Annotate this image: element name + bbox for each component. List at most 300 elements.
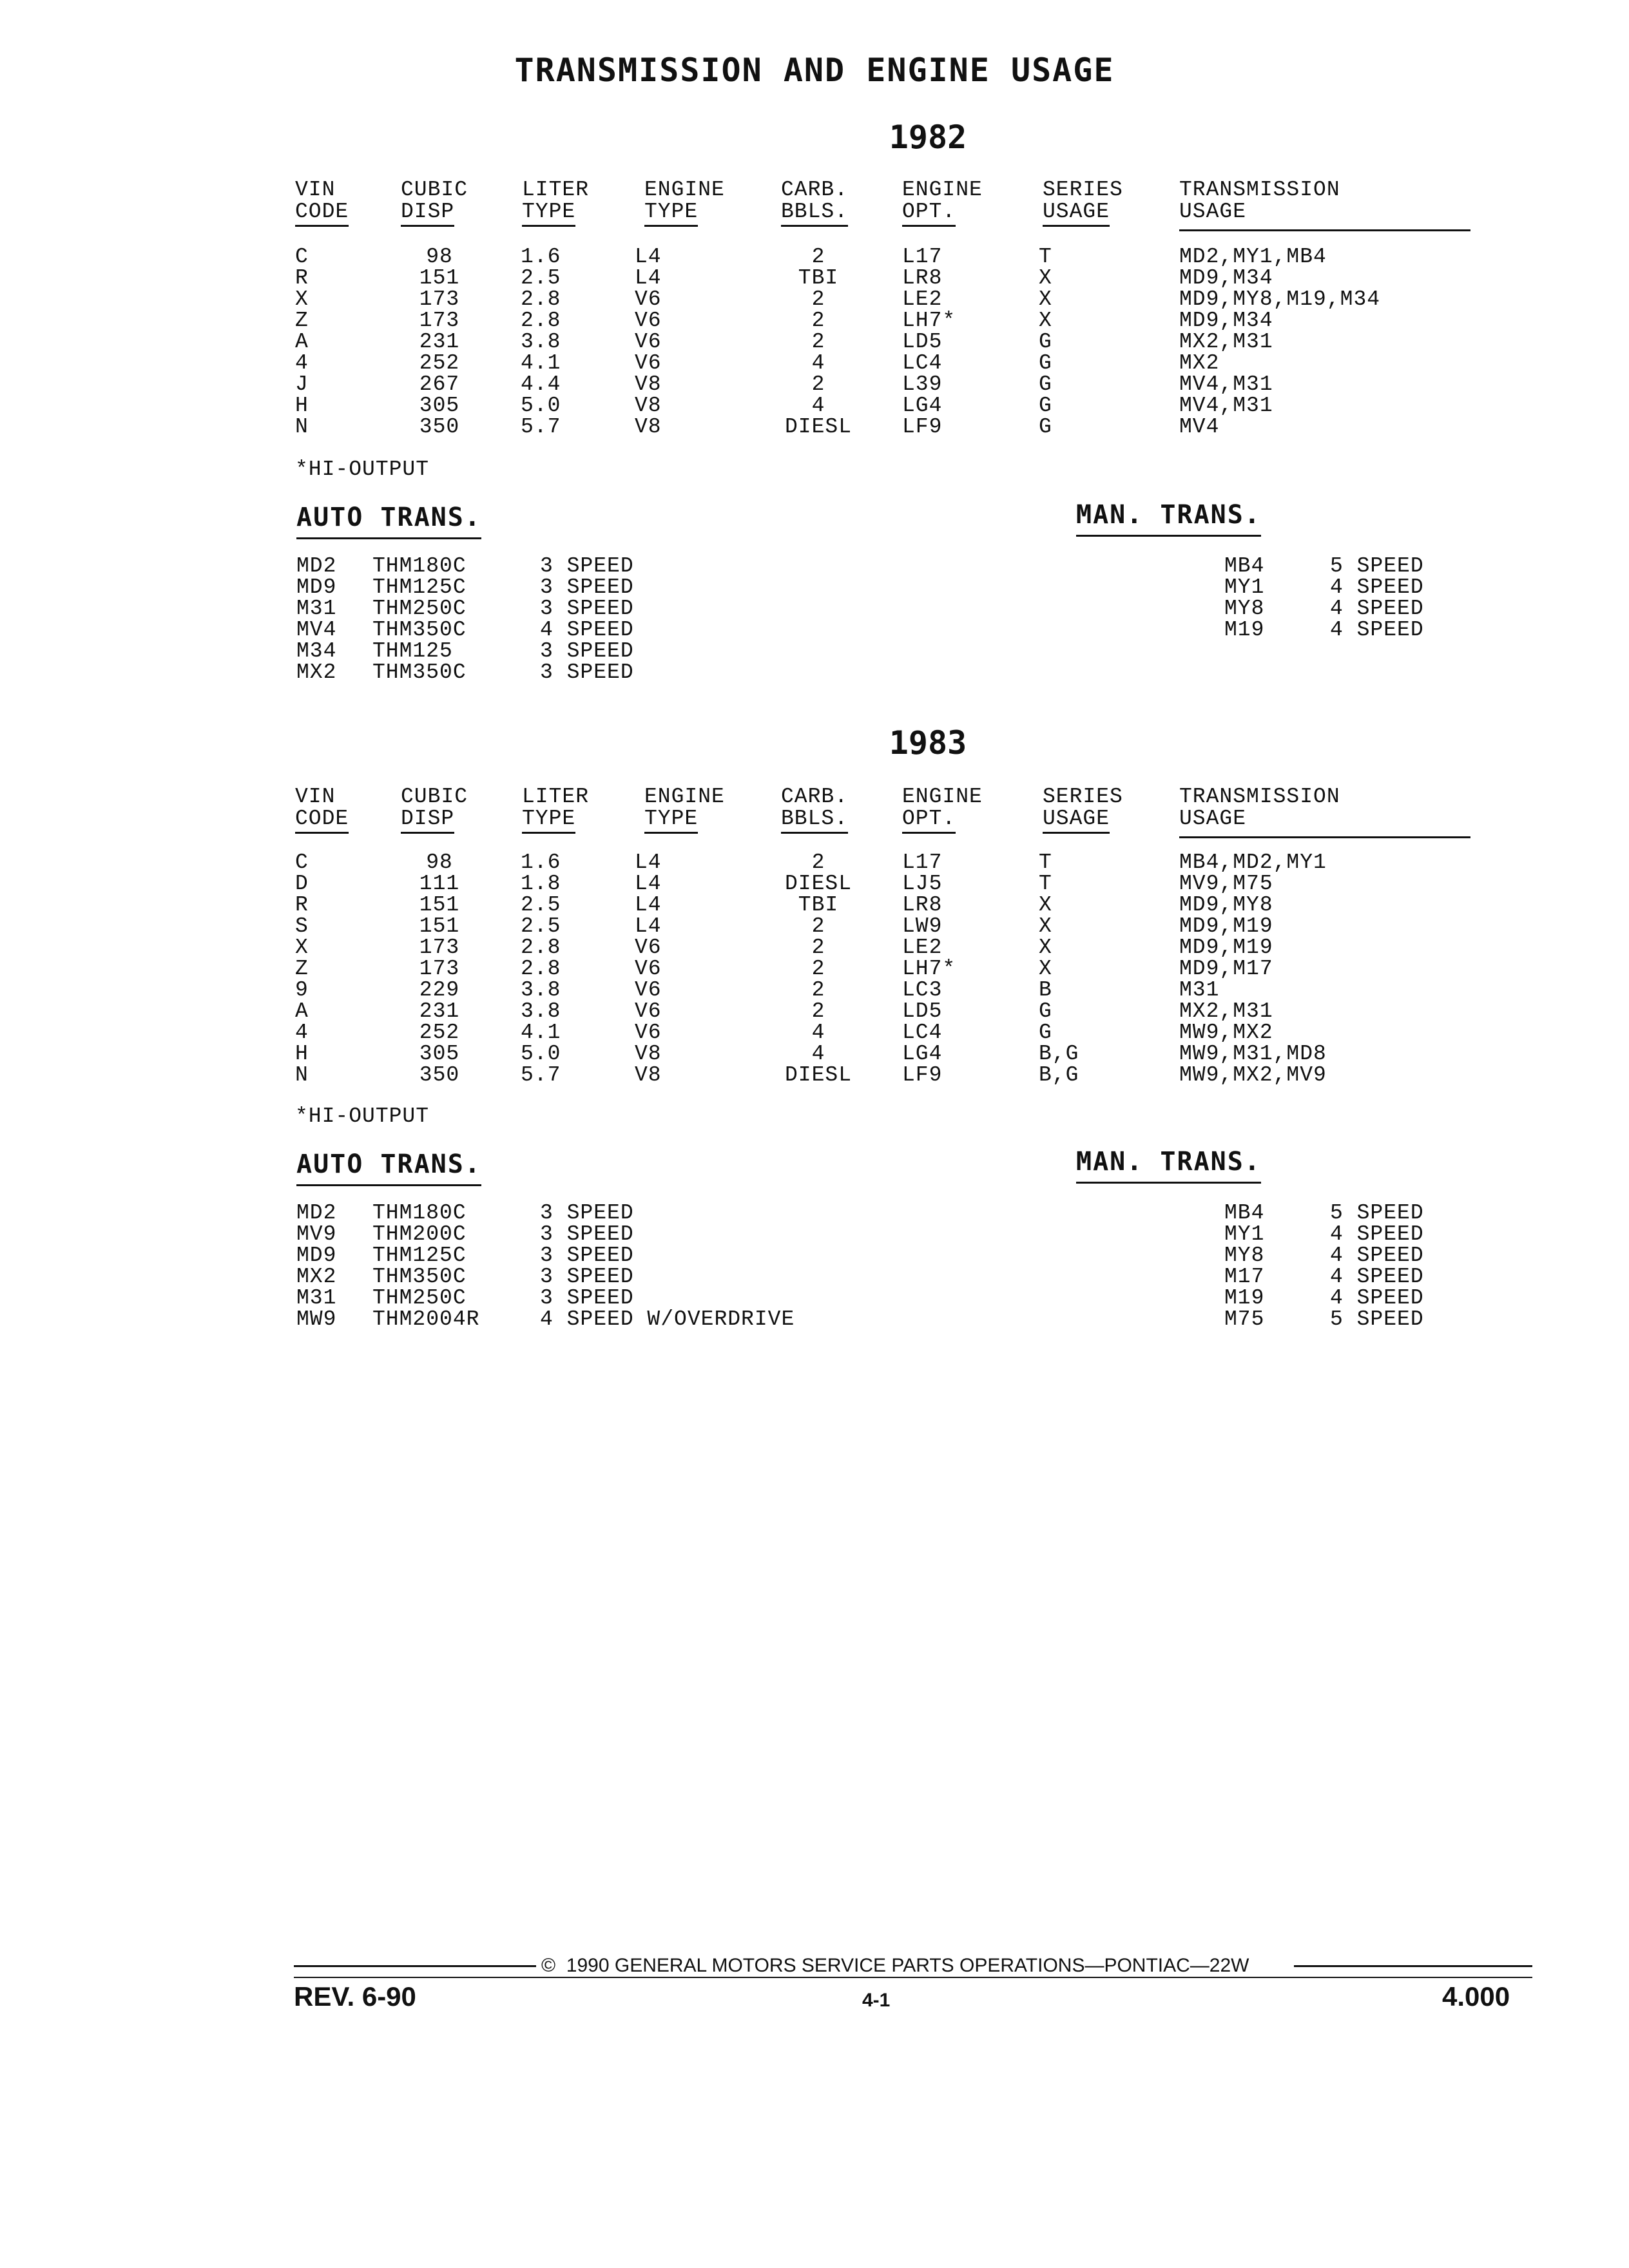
table-cell: V6 <box>635 1021 662 1044</box>
auto-trans-cell: MD9 <box>296 575 337 599</box>
auto-trans-cell: 3 SPEED <box>540 1286 634 1310</box>
man-trans-cell: M17 <box>1224 1265 1265 1289</box>
table-cell: 350 <box>419 1063 460 1087</box>
table-cell: G <box>1039 394 1052 418</box>
table-cell: X <box>1039 287 1052 311</box>
table-cell: 98 <box>426 850 453 874</box>
column-carb <box>773 852 863 1086</box>
table-cell: G <box>1039 372 1052 396</box>
table-cell: 173 <box>419 936 460 959</box>
table-cell: G <box>1039 1021 1052 1044</box>
table-cell: MW9,M31,MD8 <box>1179 1042 1327 1066</box>
table-cell: 350 <box>419 415 460 439</box>
auto-trans-cell: THM200C <box>372 1222 467 1246</box>
table-cell: TBI <box>798 893 839 917</box>
header-line-1: CARB. <box>781 785 849 809</box>
auto-trans-cell: 3 SPEED <box>540 575 634 599</box>
table-cell: 111 <box>419 872 460 896</box>
table-cell: N <box>295 415 309 439</box>
table-cell: 151 <box>419 914 460 938</box>
table-cell: MD2,MY1,MB4 <box>1179 245 1327 269</box>
table-cell: V8 <box>635 1063 662 1087</box>
table-cell: 2 <box>811 330 825 354</box>
header-line-1: CUBIC <box>401 178 468 202</box>
table-cell: 2 <box>811 936 825 959</box>
table-cell: G <box>1039 415 1052 439</box>
table-cell: M31 <box>1179 978 1220 1002</box>
table-cell: L4 <box>635 266 662 290</box>
table-cell: 2 <box>811 978 825 1002</box>
column-engine-type <box>635 246 662 437</box>
table-cell: V8 <box>635 415 662 439</box>
table-cell: MV4,M31 <box>1179 394 1273 418</box>
table-cell: J <box>295 372 309 396</box>
table-cell: 9 <box>295 978 309 1002</box>
table-cell: LD5 <box>902 330 943 354</box>
table-cell: LF9 <box>902 415 943 439</box>
table-cell: 2.5 <box>521 266 561 290</box>
table-cell: X <box>295 287 309 311</box>
header-line-1: ENGINE <box>902 785 983 809</box>
table-cell: N <box>295 1063 309 1087</box>
table-cell: MV4,M31 <box>1179 372 1273 396</box>
table-cell: G <box>1039 351 1052 375</box>
table-cell: B,G <box>1039 1063 1079 1087</box>
auto-trans-cell: 3 SPEED <box>540 639 634 663</box>
header-line-1: TRANSMISSION <box>1179 178 1340 202</box>
table-cell: 5.0 <box>521 1042 561 1066</box>
auto-trans-cell: THM350C <box>372 1265 467 1289</box>
table-cell: MX2,M31 <box>1179 999 1273 1023</box>
column-liter <box>521 246 561 437</box>
auto-trans-cell: MX2 <box>296 660 337 684</box>
table-cell: 2 <box>811 372 825 396</box>
table-cell: 173 <box>419 287 460 311</box>
table-cell: B,G <box>1039 1042 1079 1066</box>
header-line-2: BBLS. <box>781 201 848 227</box>
man-trans-label: MAN. TRANS. <box>1076 500 1261 537</box>
footer-text: 1990 GENERAL MOTORS SERVICE PARTS OPERATIONS—PONTIAC—22W <box>566 1955 1249 1976</box>
header-line-2: CODE <box>295 808 349 834</box>
header-line-2: USAGE <box>1179 200 1247 224</box>
man-trans-cell: 4 SPEED <box>1330 597 1424 620</box>
auto-trans-cell: THM180C <box>372 1201 467 1225</box>
table-cell: LD5 <box>902 999 943 1023</box>
auto-trans-cell: 3 SPEED <box>540 1265 634 1289</box>
auto-trans-cell: MD2 <box>296 1201 337 1225</box>
table-cell: LF9 <box>902 1063 943 1087</box>
table-cell: DIESL <box>784 1063 853 1087</box>
table-cell: 173 <box>419 957 460 981</box>
table-cell: 1.8 <box>521 872 561 896</box>
auto-trans-column-2 <box>540 1202 795 1330</box>
column-header-liter <box>522 179 589 227</box>
table-cell: V6 <box>635 936 662 959</box>
header-line-2: USAGE <box>1043 201 1110 227</box>
table-cell: 3.8 <box>521 978 561 1002</box>
footer-rule-left <box>294 1965 536 1967</box>
table-cell: V6 <box>635 309 662 332</box>
table-cell: MV4 <box>1179 415 1220 439</box>
auto-trans-label: AUTO TRANS. <box>296 1149 481 1186</box>
table-cell: 2 <box>811 287 825 311</box>
table-cell: V8 <box>635 1042 662 1066</box>
column-header-engine-opt <box>902 179 983 227</box>
table-cell: L17 <box>902 245 943 269</box>
man-trans-cell: MB4 <box>1224 1201 1265 1225</box>
man-trans-cell: 4 SPEED <box>1330 1286 1424 1310</box>
auto-trans-cell: M31 <box>296 1286 337 1310</box>
man-trans-label: MAN. TRANS. <box>1076 1147 1261 1184</box>
column-engine-type <box>635 852 662 1086</box>
table-cell: V6 <box>635 957 662 981</box>
table-cell: 3.8 <box>521 330 561 354</box>
auto-trans-column-0 <box>296 1202 336 1330</box>
column-carb <box>773 246 863 437</box>
table-cell: TBI <box>798 266 839 290</box>
transmission-header-rule <box>1179 836 1470 838</box>
table-cell: A <box>295 999 309 1023</box>
year-heading: 1982 <box>889 119 967 156</box>
header-line-1: CUBIC <box>401 785 468 809</box>
column-series <box>1039 246 1052 437</box>
man-trans-column-1 <box>1330 1202 1424 1330</box>
man-trans-column-0 <box>1224 1202 1264 1330</box>
table-cell: LE2 <box>902 936 943 959</box>
table-cell: S <box>295 914 309 938</box>
auto-trans-cell: THM350C <box>372 618 467 642</box>
auto-trans-cell: MD2 <box>296 554 337 578</box>
column-header-cubic <box>401 179 468 227</box>
footer-underline <box>294 1977 1532 1978</box>
column-trans <box>1179 246 1380 437</box>
man-trans-cell: MY1 <box>1224 575 1265 599</box>
table-cell: 2.8 <box>521 287 561 311</box>
table-cell: 5.7 <box>521 1063 561 1087</box>
auto-trans-cell: THM350C <box>372 660 467 684</box>
table-cell: 4 <box>811 1042 825 1066</box>
table-cell: B <box>1039 978 1052 1002</box>
page-title: TRANSMISSION AND ENGINE USAGE <box>514 52 1115 89</box>
auto-trans-cell: 3 SPEED <box>540 660 634 684</box>
table-cell: MD9,M34 <box>1179 309 1273 332</box>
man-trans-cell: M75 <box>1224 1307 1265 1331</box>
column-vin <box>295 246 309 437</box>
table-cell: L4 <box>635 872 662 896</box>
table-cell: G <box>1039 999 1052 1023</box>
header-line-1: ENGINE <box>644 785 725 809</box>
header-line-1: ENGINE <box>644 178 725 202</box>
table-cell: V6 <box>635 330 662 354</box>
table-cell: DIESL <box>784 415 853 439</box>
table-cell: 1.6 <box>521 245 561 269</box>
table-cell: T <box>1039 245 1052 269</box>
man-trans-cell: MY8 <box>1224 1244 1265 1267</box>
table-cell: R <box>295 893 309 917</box>
column-engine-opt <box>902 246 956 437</box>
auto-trans-cell: 3 SPEED <box>540 1201 634 1225</box>
table-cell: 5.7 <box>521 415 561 439</box>
column-header-engine-opt <box>902 786 983 834</box>
table-cell: X <box>1039 266 1052 290</box>
footnote-hi-output: *HI-OUTPUT <box>295 457 430 481</box>
man-trans-cell: 4 SPEED <box>1330 618 1424 642</box>
transmission-header-rule <box>1179 229 1470 231</box>
header-line-2: BBLS. <box>781 808 848 834</box>
man-trans-cell: M19 <box>1224 618 1265 642</box>
table-cell: LC4 <box>902 1021 943 1044</box>
man-trans-heading <box>1076 1147 1261 1177</box>
auto-trans-cell: M34 <box>296 639 337 663</box>
table-cell: LG4 <box>902 394 943 418</box>
table-cell: MX2 <box>1179 351 1220 375</box>
column-cubic <box>401 246 478 437</box>
table-cell: LH7* <box>902 309 956 332</box>
table-cell: 4 <box>295 351 309 375</box>
table-cell: MD9,M17 <box>1179 957 1273 981</box>
header-line-2: OPT. <box>902 201 956 227</box>
footer-copyright <box>541 1955 1249 1977</box>
table-cell: 4 <box>295 1021 309 1044</box>
table-cell: DIESL <box>784 872 853 896</box>
table-cell: 2 <box>811 999 825 1023</box>
header-line-1: VIN <box>295 785 336 809</box>
table-cell: 5.0 <box>521 394 561 418</box>
table-cell: 2 <box>811 245 825 269</box>
column-engine-opt <box>902 852 956 1086</box>
table-cell: T <box>1039 850 1052 874</box>
table-cell: 2.5 <box>521 893 561 917</box>
column-header-carb <box>781 786 848 834</box>
header-line-1: LITER <box>522 785 590 809</box>
table-cell: LG4 <box>902 1042 943 1066</box>
table-cell: 267 <box>419 372 460 396</box>
header-line-1: TRANSMISSION <box>1179 785 1340 809</box>
auto-trans-cell: THM180C <box>372 554 467 578</box>
table-cell: MD9,MY8 <box>1179 893 1273 917</box>
table-cell: MD9,M34 <box>1179 266 1273 290</box>
column-cubic <box>401 852 478 1086</box>
table-cell: LJ5 <box>902 872 943 896</box>
table-cell: 4.4 <box>521 372 561 396</box>
table-cell: 4.1 <box>521 1021 561 1044</box>
table-cell: 2 <box>811 850 825 874</box>
table-cell: L4 <box>635 245 662 269</box>
table-cell: V8 <box>635 372 662 396</box>
table-cell: X <box>1039 914 1052 938</box>
table-cell: MD9,M19 <box>1179 936 1273 959</box>
table-cell: 2.8 <box>521 309 561 332</box>
table-cell: MD9,M19 <box>1179 914 1273 938</box>
table-cell: MB4,MD2,MY1 <box>1179 850 1327 874</box>
table-cell: 2 <box>811 914 825 938</box>
auto-trans-cell: THM2004R <box>372 1307 480 1331</box>
column-header-carb <box>781 179 848 227</box>
man-trans-cell: 4 SPEED <box>1330 1222 1424 1246</box>
table-cell: 231 <box>419 999 460 1023</box>
table-cell: X <box>1039 893 1052 917</box>
header-line-2: OPT. <box>902 808 956 834</box>
table-cell: 2.8 <box>521 936 561 959</box>
auto-trans-cell: 3 SPEED <box>540 1222 634 1246</box>
auto-trans-heading <box>296 1149 481 1179</box>
man-trans-cell: 4 SPEED <box>1330 1244 1424 1267</box>
section-number: 4.000 <box>1442 1981 1510 2012</box>
auto-trans-cell: THM125C <box>372 575 467 599</box>
table-cell: V8 <box>635 394 662 418</box>
header-line-1: SERIES <box>1043 785 1123 809</box>
table-cell: 151 <box>419 266 460 290</box>
auto-trans-cell: 3 SPEED <box>540 1244 634 1267</box>
table-cell: A <box>295 330 309 354</box>
footnote-hi-output: *HI-OUTPUT <box>295 1104 430 1128</box>
column-header-engine-type <box>644 179 725 227</box>
man-trans-cell: 4 SPEED <box>1330 575 1424 599</box>
table-cell: LH7* <box>902 957 956 981</box>
auto-trans-column-1 <box>372 1202 479 1330</box>
table-cell: MW9,MX2 <box>1179 1021 1273 1044</box>
copyright-icon: © <box>541 1955 556 1976</box>
man-trans-heading <box>1076 500 1261 530</box>
table-cell: 98 <box>426 245 453 269</box>
auto-trans-cell: THM250C <box>372 1286 467 1310</box>
column-vin <box>295 852 309 1086</box>
table-cell: D <box>295 872 309 896</box>
column-header-liter <box>522 786 589 834</box>
table-cell: 4 <box>811 1021 825 1044</box>
table-cell: MW9,MX2,MV9 <box>1179 1063 1327 1087</box>
table-cell: G <box>1039 330 1052 354</box>
auto-trans-cell: 3 SPEED <box>540 554 634 578</box>
man-trans-cell: 5 SPEED <box>1330 554 1424 578</box>
table-cell: 252 <box>419 351 460 375</box>
header-line-2: USAGE <box>1043 808 1110 834</box>
header-line-2: TYPE <box>522 201 575 227</box>
table-cell: C <box>295 245 309 269</box>
table-cell: X <box>295 936 309 959</box>
header-line-2: DISP <box>401 808 454 834</box>
table-cell: V6 <box>635 351 662 375</box>
man-trans-cell: 5 SPEED <box>1330 1307 1424 1331</box>
auto-trans-cell: THM125C <box>372 1244 467 1267</box>
table-cell: L4 <box>635 914 662 938</box>
header-line-1: VIN <box>295 178 336 202</box>
auto-trans-cell: THM250C <box>372 597 467 620</box>
table-cell: 4 <box>811 394 825 418</box>
man-trans-cell: 5 SPEED <box>1330 1201 1424 1225</box>
column-series <box>1039 852 1079 1086</box>
year-heading: 1983 <box>889 724 967 762</box>
table-cell: 1.6 <box>521 850 561 874</box>
table-cell: MV9,M75 <box>1179 872 1273 896</box>
header-line-2: USAGE <box>1179 807 1247 831</box>
footer-rule-right <box>1294 1965 1532 1967</box>
table-cell: L4 <box>635 850 662 874</box>
table-cell: C <box>295 850 309 874</box>
header-line-1: SERIES <box>1043 178 1123 202</box>
auto-trans-column-2 <box>540 555 634 683</box>
auto-trans-cell: MX2 <box>296 1265 337 1289</box>
auto-trans-cell: M31 <box>296 597 337 620</box>
header-line-2: DISP <box>401 201 454 227</box>
header-line-2: TYPE <box>644 808 698 834</box>
table-cell: Z <box>295 957 309 981</box>
header-line-2: TYPE <box>522 808 575 834</box>
man-trans-cell: MY8 <box>1224 597 1265 620</box>
table-cell: LC4 <box>902 351 943 375</box>
man-trans-cell: MB4 <box>1224 554 1265 578</box>
table-cell: 305 <box>419 1042 460 1066</box>
auto-trans-cell: 4 SPEED W/OVERDRIVE <box>540 1307 795 1331</box>
auto-trans-cell: MW9 <box>296 1307 337 1331</box>
auto-trans-cell: MV4 <box>296 618 337 642</box>
table-cell: L39 <box>902 372 943 396</box>
table-cell: V6 <box>635 999 662 1023</box>
header-line-1: LITER <box>522 178 590 202</box>
table-cell: 3.8 <box>521 999 561 1023</box>
table-cell: L17 <box>902 850 943 874</box>
table-cell: LR8 <box>902 266 943 290</box>
auto-trans-column-0 <box>296 555 336 683</box>
table-cell: 173 <box>419 309 460 332</box>
table-cell: Z <box>295 309 309 332</box>
man-trans-column-1 <box>1330 555 1424 640</box>
table-cell: H <box>295 1042 309 1066</box>
column-header-cubic <box>401 786 468 834</box>
table-cell: MD9,MY8,M19,M34 <box>1179 287 1381 311</box>
table-cell: 2.5 <box>521 914 561 938</box>
table-cell: X <box>1039 309 1052 332</box>
auto-trans-cell: 3 SPEED <box>540 597 634 620</box>
table-cell: 2 <box>811 957 825 981</box>
auto-trans-cell: THM125 <box>372 639 453 663</box>
column-header-trans <box>1179 179 1340 225</box>
auto-trans-heading <box>296 503 481 532</box>
column-header-series <box>1043 179 1123 227</box>
table-cell: X <box>1039 936 1052 959</box>
table-cell: 305 <box>419 394 460 418</box>
man-trans-cell: MY1 <box>1224 1222 1265 1246</box>
table-cell: 252 <box>419 1021 460 1044</box>
auto-trans-cell: MD9 <box>296 1244 337 1267</box>
man-trans-cell: 4 SPEED <box>1330 1265 1424 1289</box>
auto-trans-label: AUTO TRANS. <box>296 503 481 539</box>
auto-trans-column-1 <box>372 555 467 683</box>
table-cell: LE2 <box>902 287 943 311</box>
man-trans-cell: M19 <box>1224 1286 1265 1310</box>
column-liter <box>521 852 561 1086</box>
table-cell: V6 <box>635 287 662 311</box>
page-number: 4-1 <box>862 1990 891 2011</box>
table-cell: LC3 <box>902 978 943 1002</box>
table-cell: 2.8 <box>521 957 561 981</box>
table-cell: 229 <box>419 978 460 1002</box>
column-header-engine-type <box>644 786 725 834</box>
table-cell: 151 <box>419 893 460 917</box>
auto-trans-cell: MV9 <box>296 1222 337 1246</box>
column-header-vin <box>295 179 349 227</box>
revision-label: REV. 6-90 <box>294 1981 416 2012</box>
table-cell: LR8 <box>902 893 943 917</box>
column-trans <box>1179 852 1327 1086</box>
table-cell: L4 <box>635 893 662 917</box>
table-cell: H <box>295 394 309 418</box>
table-cell: MX2,M31 <box>1179 330 1273 354</box>
header-line-2: TYPE <box>644 201 698 227</box>
table-cell: 2 <box>811 309 825 332</box>
table-cell: LW9 <box>902 914 943 938</box>
table-cell: 231 <box>419 330 460 354</box>
